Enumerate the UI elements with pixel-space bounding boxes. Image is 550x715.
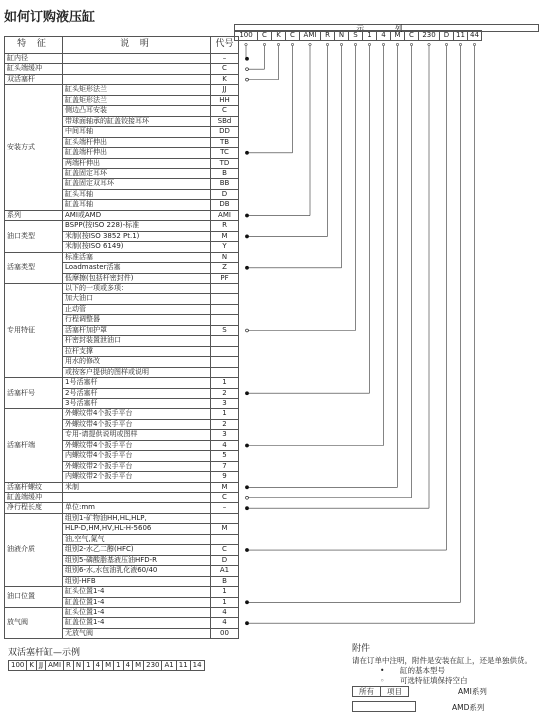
- description-cell: Loadmaster活塞: [63, 263, 211, 273]
- code-sequence-cell: K: [272, 31, 286, 41]
- code-cell: 4: [211, 608, 239, 618]
- description-cell: 缸盖位置1-4: [63, 597, 211, 607]
- description-cell: 组别5-磷酸脂基液压油HFD-R: [63, 555, 211, 565]
- description-cell: 米制(按ISO 3852 Pt.1): [63, 231, 211, 241]
- description-cell: 中间耳轴: [63, 127, 211, 137]
- code-cell: 3: [211, 430, 239, 440]
- filled-dot-icon: •: [380, 666, 385, 675]
- feature-cell: 双活塞杆: [5, 74, 63, 84]
- connector-cap-icon: [263, 43, 265, 45]
- code-sequence-cell: C: [258, 31, 272, 41]
- example-cell: R: [64, 661, 74, 671]
- feature-cell: 活塞类型: [5, 252, 63, 283]
- description-cell: 油,空气,氮气: [63, 534, 211, 544]
- description-cell: 活塞杆加护罩: [63, 325, 211, 335]
- description-cell: 缸盖固定耳环: [63, 168, 211, 178]
- description-cell: 缸头位置1-4: [63, 587, 211, 597]
- feature-cell: 安装方式: [5, 85, 63, 210]
- description-cell: HLP-D,HM,HV,HL-H-5606: [63, 524, 211, 534]
- code-sequence-cell: 1: [363, 31, 377, 41]
- code-cell: N: [211, 252, 239, 262]
- description-cell: 缸盖耳轴: [63, 200, 211, 210]
- open-dot-icon: ◦: [380, 676, 385, 685]
- code-cell: C: [211, 106, 239, 116]
- header-description: 说 明: [63, 37, 211, 54]
- connector-cap-icon: [459, 43, 461, 45]
- description-cell: 两端杆伸出: [63, 158, 211, 168]
- feature-cell: 活塞杆端: [5, 409, 63, 482]
- notes-line: 请在订单中注明，附件是安装在缸上，还是单独供货。: [352, 656, 532, 665]
- example-cell: 1: [84, 661, 93, 671]
- feature-cell: 缸内径: [5, 54, 63, 64]
- code-cell: 2: [211, 388, 239, 398]
- feature-cell: 活塞杆号: [5, 378, 63, 409]
- code-cell: D: [211, 555, 239, 565]
- notes: [352, 644, 547, 686]
- description-cell: 止动管: [63, 304, 211, 314]
- feature-cell: 油口位置: [5, 587, 63, 608]
- open-dot-icon: [246, 329, 249, 332]
- description-cell: 米制: [63, 482, 211, 492]
- filled-dot-icon: [245, 151, 248, 154]
- code-sequence-cell: 4: [377, 31, 391, 41]
- example-table: [8, 660, 205, 671]
- ami-box: [352, 686, 409, 697]
- description-cell: BSPP(按ISO 228)-标准: [63, 221, 211, 231]
- code-cell: K: [211, 74, 239, 84]
- feature-cell: 油口类型: [5, 221, 63, 252]
- description-cell: 带球面轴承的缸盖铰接耳环: [63, 116, 211, 126]
- code-sequence-cell: C: [286, 31, 300, 41]
- connector-cap-icon: [245, 43, 247, 45]
- connector-cap-icon: [340, 43, 342, 45]
- description-cell: 缸盖位置1-4: [63, 618, 211, 628]
- code-sequence-cell: S: [349, 31, 363, 41]
- filled-dot-icon: [245, 601, 248, 604]
- description-cell: 2号活塞杆: [63, 388, 211, 398]
- code-sequence-cell: 230: [419, 31, 440, 41]
- feature-cell: 缸盖端缓冲: [5, 493, 63, 503]
- code-sequence-cell: D: [440, 31, 454, 41]
- legend-optional: [352, 676, 547, 686]
- filled-dot-icon: [245, 392, 248, 395]
- description-cell: 侧边凸耳安装: [63, 106, 211, 116]
- notes-heading: 附件: [352, 644, 371, 654]
- description-cell: 杆密封装置泄油口: [63, 336, 211, 346]
- description-cell: 外螺纹带4个扳手平台: [63, 419, 211, 429]
- code-sequence-cell: 100: [235, 31, 258, 41]
- legend-basic: [352, 666, 547, 676]
- feature-cell: 活塞杆螺纹: [5, 482, 63, 492]
- code-cell: M: [211, 524, 239, 534]
- code-cell: 2: [211, 419, 239, 429]
- feature-cell: 净行程长度: [5, 503, 63, 513]
- filled-dot-icon: [245, 235, 248, 238]
- connector-cap-icon: [291, 43, 293, 45]
- description-cell: 缸头位置1-4: [63, 608, 211, 618]
- code-cell: Y: [211, 242, 239, 252]
- example-cell: M: [103, 661, 114, 671]
- description-cell: 1号活塞杆: [63, 378, 211, 388]
- code-sequence-cell: M: [391, 31, 405, 41]
- legend-optional-text: 可选特征填保持空白: [400, 676, 468, 685]
- code-cell: 3: [211, 398, 239, 408]
- example-title: 双活塞杆缸—示例: [8, 648, 81, 658]
- code-cell: PF: [211, 273, 239, 283]
- code-cell: DD: [211, 127, 239, 137]
- page-title: 如何订购液压缸: [4, 10, 96, 25]
- code-cell: BB: [211, 179, 239, 189]
- example-cell: M: [133, 661, 144, 671]
- description-cell: 缸头耳轴: [63, 189, 211, 199]
- code-sequence-cell: 11: [454, 31, 468, 41]
- code-cell: Z: [211, 263, 239, 273]
- description-cell: 外螺纹带2个扳手平台: [63, 461, 211, 471]
- connector-cap-icon: [309, 43, 311, 45]
- code-cell: AMI: [211, 210, 239, 220]
- connector-cap-icon: [410, 43, 412, 45]
- code-cell: DB: [211, 200, 239, 210]
- filled-dot-icon: [245, 57, 248, 60]
- code-cell: 4: [211, 618, 239, 628]
- connector-cap-icon: [277, 43, 279, 45]
- code-cell: S: [211, 325, 239, 335]
- code-cell: 1: [211, 378, 239, 388]
- description-cell: 低摩擦(包括杆密封件): [63, 273, 211, 283]
- description-cell: 以下的一项或多项：: [63, 283, 211, 293]
- description-cell: 组别-HFB: [63, 576, 211, 586]
- ami-label: AMI系列: [458, 687, 487, 696]
- description-cell: 或按客户提供的图样或说明: [63, 367, 211, 377]
- example-cell: 230: [144, 661, 162, 671]
- feature-cell: 系列: [5, 210, 63, 220]
- connector-cap-icon: [354, 43, 356, 45]
- example-cell: 4: [93, 661, 102, 671]
- feature-cell: 缸头端缓冲: [5, 64, 63, 74]
- code-cell: C: [211, 545, 239, 555]
- example-cell: 11: [176, 661, 190, 671]
- example-cell: 100: [9, 661, 27, 671]
- example-cell: AMI: [46, 661, 64, 671]
- code-cell: 1: [211, 597, 239, 607]
- description-cell: 外螺纹带4个扳手平台: [63, 440, 211, 450]
- code-cell: TB: [211, 137, 239, 147]
- description-cell: 单位:mm: [63, 503, 211, 513]
- description-cell: 外螺纹带4个扳手平台: [63, 409, 211, 419]
- code-cell: A1: [211, 566, 239, 576]
- description-cell: 行程调整器: [63, 315, 211, 325]
- code-cell: HH: [211, 95, 239, 105]
- connector-cap-icon: [326, 43, 328, 45]
- feature-cell: 放气阀: [5, 608, 63, 639]
- example-cell: A1: [162, 661, 176, 671]
- example-header: 示 列: [234, 24, 539, 32]
- code-cell: 5: [211, 451, 239, 461]
- code-cell: R: [211, 221, 239, 231]
- connector-cap-icon: [473, 43, 475, 45]
- code-sequence-cell: N: [335, 31, 349, 41]
- connector-cap-icon: [396, 43, 398, 45]
- connector-cap-icon: [368, 43, 370, 45]
- example-cell: K: [27, 661, 37, 671]
- code-sequence-cell: R: [321, 31, 335, 41]
- open-dot-icon: [246, 496, 249, 499]
- code-cell: B: [211, 168, 239, 178]
- code-cell: TC: [211, 148, 239, 158]
- code-sequence-cell: AMI: [300, 31, 321, 41]
- code-cell: 00: [211, 628, 239, 638]
- code-cell: 7: [211, 461, 239, 471]
- description-cell: 组别6-水,水包油乳化液60/40: [63, 566, 211, 576]
- header-feature: 特 征: [5, 37, 63, 54]
- description-cell: 米制(按ISO 6149): [63, 242, 211, 252]
- description-cell: 缸盖端杆伸出: [63, 148, 211, 158]
- example-cell: 1: [114, 661, 123, 671]
- description-cell: AMI或AMD: [63, 210, 211, 220]
- example-cell: 14: [190, 661, 204, 671]
- filled-dot-icon: [245, 214, 248, 217]
- code-cell: D: [211, 189, 239, 199]
- code-cell: JJ: [211, 85, 239, 95]
- connector-cap-icon: [445, 43, 447, 45]
- connector-cap-icon: [428, 43, 430, 45]
- code-cell: TD: [211, 158, 239, 168]
- code-cell: M: [211, 231, 239, 241]
- filled-dot-icon: [245, 622, 248, 625]
- description-cell: 缸盖矩形法兰: [63, 95, 211, 105]
- header-code: 代号: [211, 37, 239, 54]
- ami-box-cell-2: 项目: [381, 687, 409, 697]
- open-dot-icon: [246, 68, 249, 71]
- legend-basic-text: 缸的基本型号: [400, 666, 445, 675]
- description-cell: 用水的修改: [63, 357, 211, 367]
- description-cell: 内螺纹带4个扳手平台: [63, 451, 211, 461]
- code-cell: 1: [211, 587, 239, 597]
- open-dot-icon: [246, 78, 249, 81]
- feature-cell: 专用特征: [5, 283, 63, 377]
- connector-cap-icon: [382, 43, 384, 45]
- example-cell: 4: [123, 661, 132, 671]
- description-cell: 加大油口: [63, 294, 211, 304]
- description-cell: 无放气阀: [63, 628, 211, 638]
- description-cell: 组别1-矿物油HH,HL,HLP,: [63, 513, 211, 523]
- amd-box: [352, 701, 416, 712]
- description-cell: 拉杆支撑: [63, 346, 211, 356]
- example-cell: N: [73, 661, 83, 671]
- code-cell: SBd: [211, 116, 239, 126]
- filled-dot-icon: [245, 444, 248, 447]
- ami-box-cell-1: 所有: [353, 687, 381, 697]
- code-cell: –: [211, 503, 239, 513]
- code-sequence-cell: 44: [468, 31, 482, 41]
- description-cell: 内螺纹带2个扳手平台: [63, 472, 211, 482]
- code-cell: 9: [211, 472, 239, 482]
- amd-label: AMD系列: [452, 703, 485, 712]
- description-cell: 缸头矩形法兰: [63, 85, 211, 95]
- description-cell: 专用-请提供说明或图样: [63, 430, 211, 440]
- example-cell: JJ: [36, 661, 45, 671]
- description-cell: 组别2-水乙二醇(HFC): [63, 545, 211, 555]
- filled-dot-icon: [245, 548, 248, 551]
- code-cell: 4: [211, 440, 239, 450]
- filled-dot-icon: [245, 266, 248, 269]
- filled-dot-icon: [245, 486, 248, 489]
- description-cell: 缸头端杆伸出: [63, 137, 211, 147]
- code-cell: M: [211, 482, 239, 492]
- code-cell: –: [211, 54, 239, 64]
- code-cell: 1: [211, 409, 239, 419]
- filled-dot-icon: [245, 507, 248, 510]
- code-cell: C: [211, 64, 239, 74]
- description-cell: 3号活塞杆: [63, 398, 211, 408]
- code-cell: C: [211, 493, 239, 503]
- feature-cell: 油液介质: [5, 513, 63, 586]
- code-cell: B: [211, 576, 239, 586]
- description-cell: 标准活塞: [63, 252, 211, 262]
- code-sequence-cell: C: [405, 31, 419, 41]
- description-cell: 缸盖固定双耳环: [63, 179, 211, 189]
